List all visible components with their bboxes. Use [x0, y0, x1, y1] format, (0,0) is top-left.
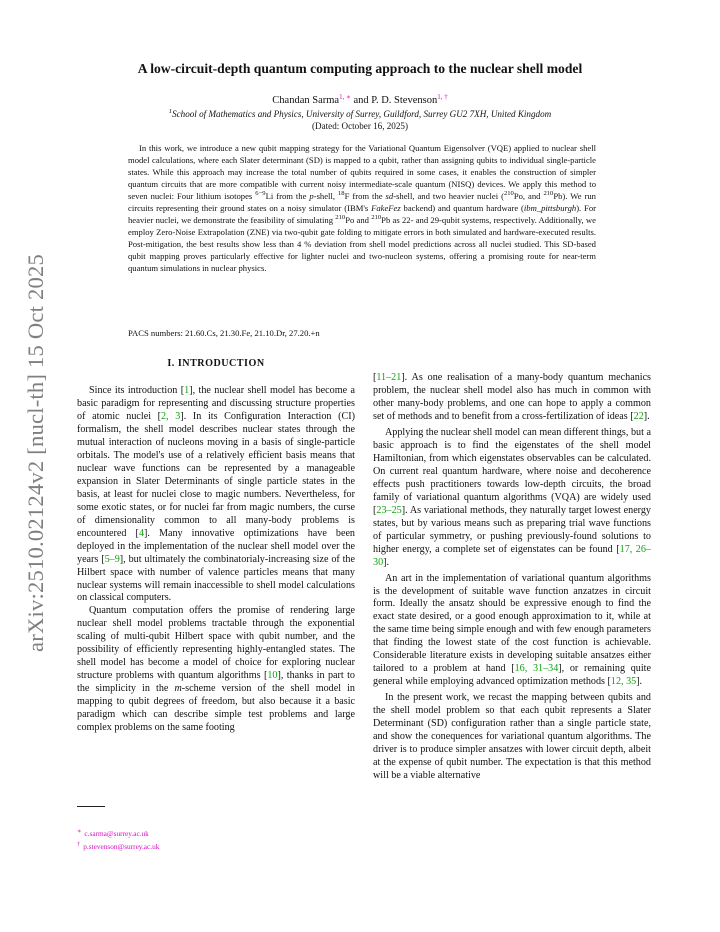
footnote-mark: †: [77, 841, 81, 849]
affiliation-mark: 1: [168, 107, 173, 115]
paragraph: Quantum computation offers the promise of rendering large nuclear shell model problems tractable through the exponential scaling of multi-qubit Hilbert space with qubit number, and the possibility of efficiently representing highly-entangled states. The shell model has become a model of choice for exploring nuclear structure problems with quantum algorithms [10], thanks in part to the simplicity in the m-scheme version of the shell model in mapping to qubit degrees of freedom, but also because it a basic paradigm which can describe simple test problems and large complex problems on the same footing: [77, 605, 355, 734]
citation-link[interactable]: 16, 31–34: [514, 663, 559, 675]
arxiv-identifier-stamp: [14, 252, 52, 652]
affiliation: [70, 108, 650, 120]
citation-link[interactable]: 23–25: [376, 504, 402, 516]
citation-link[interactable]: 22: [633, 410, 644, 422]
footnote-mark: ∗: [77, 828, 82, 835]
author-separator: and: [353, 95, 369, 106]
email-link[interactable]: c.sarma@surrey.ac.uk: [84, 829, 149, 838]
arxiv-stamp-text: arXiv:2510.02124v2 [nucl-th] 15 Oct 2025: [23, 255, 48, 652]
citation-link[interactable]: 1: [184, 384, 190, 396]
citation-link[interactable]: 2, 3: [161, 410, 181, 422]
left-column: [77, 358, 355, 735]
citation-link[interactable]: 4: [138, 527, 144, 539]
citation-link[interactable]: 5–9: [104, 553, 120, 565]
citation-link[interactable]: 12, 35: [610, 676, 637, 688]
paragraph: Since its introduction [1], the nuclear shell model has become a basic paradigm for representing and discussing structure properties of atomic nuclei [2, 3]. In its Configuration Interaction (CI) formalism, the shell model describes nuclear states through the mutual interaction of nucleons moving in a basis of single-particle orbitals. The model's use of a relatively efficient basis means that nuclear wave functions can be represented by a manageable expansion in Slater Determinants of single particle states in the basis, at least for nuclei close to magic numbers. Nevertheless, for some exotic states, or for nuclei far from magic numbers, the curse of dimensionality common to all many-body problems is encountered [4]. Many innovative optimizations have been deployed in the implementation of the nuclear shell model over the years [5–9], but ultimately the combinatorialy-increasing size of the Hilbert space with number of valence particles means that many nuclear systems will remain inaccessible to shell model calculations on classical computers.: [77, 384, 355, 604]
affiliation-text: School of Mathematics and Physics, University of Surrey, Guildford, Surrey GU2 7XH, United Kingdom: [172, 109, 552, 119]
author-list: [70, 91, 650, 107]
abstract: In this work, we introduce a new qubit mapping strategy for the Variational Quantum Eigensolver (VQE) applied to nuclear shell model calculations, where each Slater determinant (SD) is mapped to a qubit, rather than assigning qubits to individual single-particle states. While this approach may increase the total number of qubits required in some cases, it enables the construction of simpler quantum circuits that are more compatible with current noisy intermediate-scale quantum (NISQ) devices. We apply this method to seven nuclei: Four lithium isotopes $^{6-9}$Li from the p-shell, $^{18}$F from the sd-shell, and two heavier nuclei ($^{210}$Po, and $^{210}$Pb). We run circuits representing their ground states on a noisy simulator (IBM's FakeFez backend) and quantum hardware (ibm_pittsburgh). For heavier nuclei, we demonstrate the feasibility of simulating $^{210}$Po and $^{210}$Pb as 22- and 29-qubit systems, respectively. Additionally, we employ Zero-Noise Extrapolation (ZNE) via two-qubit gate folding to mitigate errors in both simulated and hardware-executed results. Post-mitigation, the best results show less than 4 % deviation from shell model predictions across all nuclei studied. This SD-based qubit mapping proves particularly effective for lighter nuclei and two-nucleon systems, offering a promising route for near-term quantum simulations in nuclear physics.: [128, 143, 596, 274]
author-name: P. D. Stevenson: [371, 95, 438, 106]
footnote: [77, 826, 159, 839]
email-link[interactable]: p.stevenson@surrey.ac.uk: [83, 842, 160, 852]
citation-link[interactable]: 11–21: [376, 372, 402, 383]
footnote: [77, 839, 159, 852]
footnote-rule: [77, 806, 105, 807]
citation-link[interactable]: 17, 26–30: [373, 543, 651, 568]
paragraph: Applying the nuclear shell model can mean different things, but a basic approach is to find the eigenstates of the shell model Hamiltonian, from which eigenstates observables can be calculated. On current real quantum hardware, where noise and decoherence effects push practitioners towards low-depth circuits, the broad family of variational quantum algorithms (VQA) are widely used [23–25]. As variational methods, they naturally target lowest energy states, but by various means such as preparing trial wave functions of particular symmetry, or pushing previously-found solutions to higher energy, a complete set of eigenstates can be found [17, 26–30].: [373, 426, 651, 568]
arxiv-stamp-svg: [14, 252, 52, 652]
section-heading: I. INTRODUCTION: [167, 358, 265, 369]
footnotes: [77, 826, 159, 853]
paper-title: A low-circuit-depth quantum computing approach to the nuclear shell model: [137, 61, 583, 76]
date-line: (Dated: October 16, 2025): [312, 121, 408, 131]
pacs-numbers: PACS numbers: 21.60.Cs, 21.30.Fe, 21.10.Dr, 27.20.+n: [128, 328, 320, 338]
citation-link[interactable]: 10: [267, 670, 278, 682]
paragraph: [11–21]. As one realisation of a many-body quantum mechanics problem, the nuclear shell model also has much in common with other many-body problems, and one can hope to apply a common set of methods and to benefit from a cross-fertilization of ideas [22].: [373, 372, 651, 422]
author-footnote-mark[interactable]: 1, ∗: [339, 93, 351, 101]
paragraph: An art in the implementation of variational quantum algorithms is the development of suitable wave function anzatzes in circuit form. Ideally the ansatz should be expressive enough to find the exact state desired, or a good enough approximation to it, while at the same time being simple enough and with few enough parameters that finding the lowest state of the cost function is achievable. Considerable literature exists in developing suitable ansatzes either tailored to a problem at hand [16, 31–34], or remaining quite general while employing advanced optimization methods [12, 35].: [373, 572, 651, 688]
paragraph: In the present work, we recast the mapping between qubits and the shell model problem so that each qubit represents a Slater Determinant (SD) configuration rather than a single particle state, and show the conequences for variational quantum algorithms. The driver is to produce simpler ansatzes with lower circuit depth, albeit at the expense of qubit number. The expectation is that this method will be a viable alternative: [373, 692, 651, 782]
right-column: [373, 372, 651, 783]
author-name: Chandan Sarma: [272, 95, 340, 106]
author-footnote-mark[interactable]: 1, †: [437, 93, 448, 101]
